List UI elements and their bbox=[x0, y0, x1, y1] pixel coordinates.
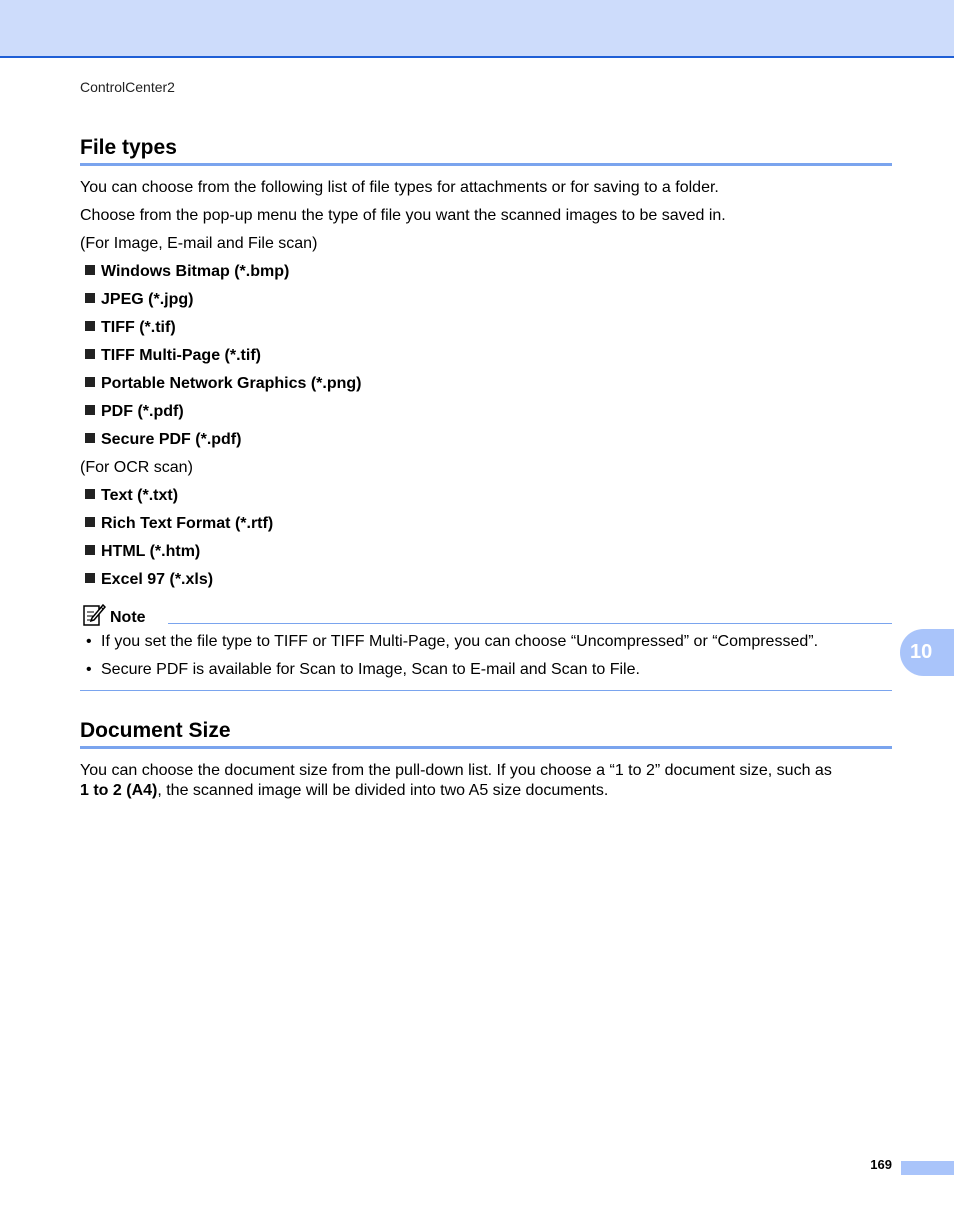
square-bullet-icon bbox=[85, 545, 95, 555]
list-item: Portable Network Graphics (*.png) bbox=[85, 374, 361, 394]
intro-paragraph-1: You can choose from the following list of file types for attachments or for saving to a folder. bbox=[80, 179, 719, 196]
square-bullet-icon bbox=[85, 377, 95, 387]
square-bullet-icon bbox=[85, 517, 95, 527]
list-item: JPEG (*.jpg) bbox=[85, 290, 193, 310]
bold-term: 1 to 2 (A4) bbox=[80, 782, 158, 799]
note-top-rule bbox=[168, 623, 892, 624]
note-header bbox=[82, 604, 146, 630]
list-item: PDF (*.pdf) bbox=[85, 402, 184, 422]
square-bullet-icon bbox=[85, 405, 95, 415]
square-bullet-icon bbox=[85, 573, 95, 583]
note-bottom-rule bbox=[80, 690, 892, 691]
section-rule bbox=[80, 746, 892, 749]
square-bullet-icon bbox=[85, 293, 95, 303]
list-item: Windows Bitmap (*.bmp) bbox=[85, 262, 289, 282]
intro-paragraph-2: Choose from the pop-up menu the type of file you want the scanned images to be saved in. bbox=[80, 207, 726, 224]
list-item: Excel 97 (*.xls) bbox=[85, 570, 213, 590]
list-item: Secure PDF (*.pdf) bbox=[85, 430, 241, 450]
list-item: Text (*.txt) bbox=[85, 486, 178, 506]
chapter-tab: 10 bbox=[900, 629, 954, 676]
note-bullet: • Secure PDF is available for Scan to Image, Scan to E-mail and Scan to File. bbox=[86, 661, 640, 678]
section-rule bbox=[80, 163, 892, 166]
document-size-paragraph-line-1: You can choose the document size from the pull-down list. If you choose a “1 to 2” document size, such as bbox=[80, 762, 832, 779]
section-title-file-types: File types bbox=[80, 136, 177, 159]
document-size-paragraph-line-2: 1 to 2 (A4), the scanned image will be divided into two A5 size documents. bbox=[80, 782, 609, 799]
note-pencil-icon bbox=[82, 603, 106, 632]
square-bullet-icon bbox=[85, 321, 95, 331]
page-number: 169 bbox=[870, 1157, 892, 1172]
square-bullet-icon bbox=[85, 489, 95, 499]
footer-bar bbox=[901, 1161, 954, 1175]
list-item: Rich Text Format (*.rtf) bbox=[85, 514, 273, 534]
group-label-image-email-file: (For Image, E-mail and File scan) bbox=[80, 235, 318, 252]
running-head: ControlCenter2 bbox=[80, 79, 175, 95]
list-item: HTML (*.htm) bbox=[85, 542, 200, 562]
note-bullet: • If you set the file type to TIFF or TIFF Multi-Page, you can choose “Uncompressed” or “Compressed”. bbox=[86, 633, 819, 650]
list-item: TIFF Multi-Page (*.tif) bbox=[85, 346, 261, 366]
header-band bbox=[0, 0, 954, 58]
section-title-document-size: Document Size bbox=[80, 719, 231, 742]
square-bullet-icon bbox=[85, 265, 95, 275]
square-bullet-icon bbox=[85, 433, 95, 443]
group-label-ocr: (For OCR scan) bbox=[80, 459, 193, 476]
square-bullet-icon bbox=[85, 349, 95, 359]
list-item: TIFF (*.tif) bbox=[85, 318, 176, 338]
note-label: Note bbox=[110, 609, 146, 626]
